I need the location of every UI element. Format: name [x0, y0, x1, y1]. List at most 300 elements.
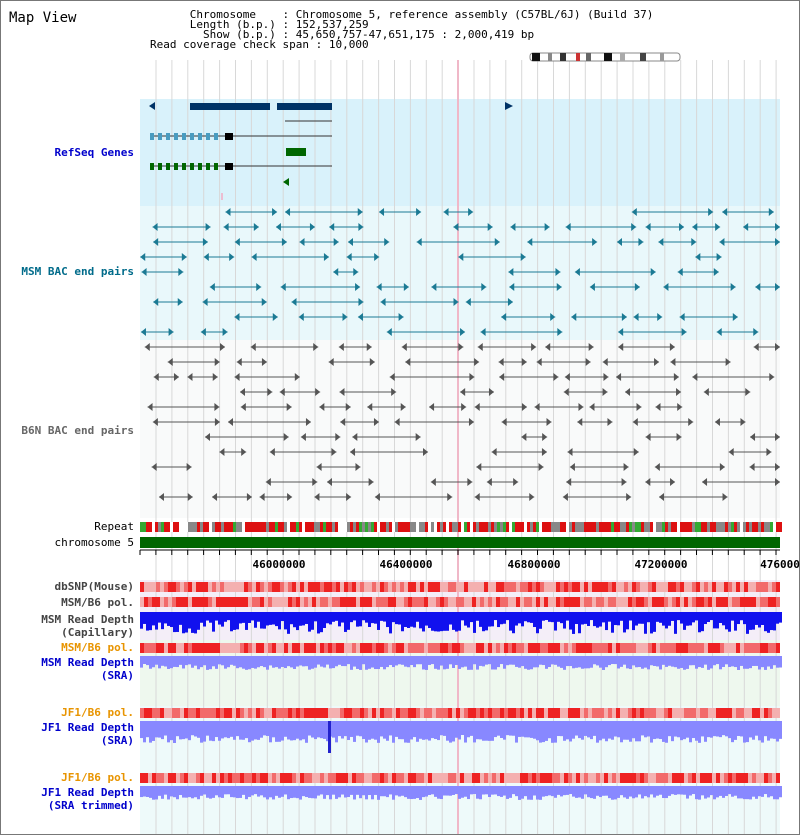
depth-bar — [173, 721, 176, 743]
depth-bar — [431, 721, 434, 738]
snp-strip — [332, 643, 336, 653]
snp-strip — [396, 582, 400, 592]
track-label-msm-bac[interactable]: MSM BAC end pairs — [21, 265, 134, 278]
snp-strip — [324, 643, 328, 653]
depth-bar — [386, 786, 389, 797]
depth-bar — [266, 786, 269, 799]
repeat-mark — [164, 522, 167, 532]
depth-bar — [464, 786, 467, 797]
depth-bar — [386, 721, 389, 741]
depth-bar — [212, 656, 215, 666]
snp-strip — [500, 773, 504, 783]
repeat-mark — [440, 522, 443, 532]
repeat-mark — [254, 522, 257, 532]
snp-strip — [496, 708, 500, 718]
depth-bar — [728, 612, 731, 632]
depth-bar — [257, 612, 260, 622]
depth-bar — [146, 656, 149, 665]
depth-bar — [248, 786, 251, 797]
depth-bar — [737, 786, 740, 798]
depth-bar — [608, 721, 611, 739]
depth-bar — [380, 656, 383, 667]
snp-strip — [600, 708, 604, 718]
snp-strip — [620, 582, 624, 592]
depth-bar — [680, 786, 683, 795]
depth-bar — [191, 612, 194, 633]
repeat-mark — [290, 522, 293, 532]
depth-bar — [242, 656, 245, 669]
depth-bar — [179, 612, 182, 625]
snp-strip — [412, 708, 416, 718]
snp-strip — [520, 582, 524, 592]
snp-strip — [564, 773, 568, 783]
repeat-mark — [200, 522, 203, 532]
snp-strip — [240, 708, 244, 718]
snp-strip — [332, 597, 336, 607]
depth-bar — [290, 612, 293, 624]
track-label-jf1-depth-sra[interactable]: JF1 Read Depth — [41, 721, 134, 734]
snp-strip — [436, 597, 440, 607]
snp-strip — [300, 597, 304, 607]
snp-strip — [140, 708, 144, 718]
depth-bar — [251, 786, 254, 795]
snp-strip — [560, 643, 564, 653]
chromosome-bar — [140, 537, 780, 548]
depth-bar — [185, 786, 188, 798]
track-label-msm-depth-cap[interactable]: MSM Read Depth — [41, 613, 134, 626]
depth-bar — [395, 612, 398, 624]
depth-bar — [266, 656, 269, 670]
snp-strip — [672, 597, 676, 607]
depth-bar — [548, 656, 551, 667]
gene-mark — [150, 163, 154, 170]
repeat-mark — [611, 522, 614, 532]
depth-bar — [230, 612, 233, 631]
snp-strip — [516, 708, 520, 718]
depth-bar — [593, 656, 596, 664]
depth-bar — [353, 786, 356, 799]
snp-strip — [284, 582, 288, 592]
snp-strip — [708, 597, 712, 607]
depth-bar — [602, 721, 605, 739]
depth-bar — [335, 786, 338, 799]
depth-bar — [743, 786, 746, 799]
depth-bar — [368, 656, 371, 669]
depth-bar — [572, 721, 575, 739]
depth-bar — [434, 786, 437, 797]
depth-bar — [674, 786, 677, 795]
repeat-mark — [143, 522, 146, 532]
snp-strip — [320, 643, 324, 653]
snp-strip — [208, 582, 212, 592]
snp-strip — [568, 708, 572, 718]
depth-bar — [623, 612, 626, 632]
depth-bar — [377, 786, 380, 800]
snp-strip — [320, 582, 324, 592]
snp-strip — [156, 643, 160, 653]
snp-strip — [456, 773, 460, 783]
depth-bar — [767, 612, 770, 633]
snp-strip — [764, 773, 768, 783]
depth-bar — [533, 612, 536, 627]
depth-bar — [395, 786, 398, 795]
snp-strip — [772, 773, 776, 783]
depth-bar — [776, 656, 779, 668]
track-label-jf1-depth-sra-sub: (SRA) — [100, 734, 134, 747]
depth-bar — [170, 656, 173, 668]
repeat-mark — [641, 522, 644, 532]
depth-bar — [704, 656, 707, 665]
snp-strip — [172, 582, 176, 592]
snp-strip — [652, 708, 656, 718]
snp-strip — [244, 708, 248, 718]
depth-bar — [749, 786, 752, 799]
repeat-mark — [281, 522, 284, 532]
depth-bar — [587, 612, 590, 626]
depth-bar — [548, 786, 551, 795]
depth-bar — [167, 786, 170, 799]
depth-bar — [713, 721, 716, 736]
snp-strip — [480, 773, 484, 783]
depth-bar — [404, 612, 407, 627]
snp-strip — [376, 582, 380, 592]
snp-strip — [532, 708, 536, 718]
depth-bar — [545, 786, 548, 796]
repeat-mark — [308, 522, 311, 532]
snp-strip — [416, 643, 420, 653]
depth-bar — [485, 656, 488, 665]
repeat-mark — [350, 522, 353, 532]
depth-bar — [626, 786, 629, 799]
snp-strip — [288, 708, 292, 718]
snp-strip — [200, 597, 204, 607]
track-label-chromosome[interactable]: chromosome 5 — [54, 536, 134, 549]
depth-bar — [428, 656, 431, 665]
snp-strip — [576, 708, 580, 718]
snp-strip — [304, 582, 308, 592]
track-label-msm-pol-1[interactable]: MSM/B6 pol. — [61, 596, 134, 609]
snp-strip — [520, 643, 524, 653]
depth-bar — [467, 721, 470, 737]
depth-bar — [242, 786, 245, 795]
depth-bar — [527, 656, 530, 670]
depth-bar — [542, 786, 545, 797]
snp-strip — [360, 582, 364, 592]
track-label-b6n-bac[interactable]: B6N BAC end pairs — [21, 424, 134, 437]
depth-bar — [272, 612, 275, 624]
depth-bar — [656, 721, 659, 739]
track-label-jf1-depth-trim[interactable]: JF1 Read Depth — [41, 786, 134, 799]
track-label-msm-depth-sra[interactable]: MSM Read Depth — [41, 656, 134, 669]
depth-bar — [428, 721, 431, 741]
snp-strip — [544, 773, 548, 783]
depth-bar — [407, 656, 410, 667]
repeat-mark — [527, 522, 530, 532]
snp-strip — [312, 708, 316, 718]
snp-strip — [548, 597, 552, 607]
snp-strip — [648, 708, 652, 718]
depth-bar — [239, 786, 242, 798]
snp-strip — [220, 582, 224, 592]
depth-bar — [491, 786, 494, 795]
repeat-mark — [365, 522, 368, 532]
snp-strip — [164, 708, 168, 718]
snp-strip — [428, 597, 432, 607]
repeat-mark — [518, 522, 521, 532]
snp-strip — [484, 773, 488, 783]
depth-bar — [740, 721, 743, 736]
track-label-repeat[interactable]: Repeat — [94, 520, 134, 533]
depth-bar — [758, 612, 761, 627]
repeat-mark — [554, 522, 557, 532]
depth-bar — [185, 656, 188, 665]
snp-strip — [292, 643, 296, 653]
depth-bar — [578, 656, 581, 667]
repeat-mark — [206, 522, 209, 532]
depth-bar — [488, 786, 491, 797]
repeat-mark — [650, 522, 653, 532]
depth-bar — [332, 721, 335, 738]
repeat-mark — [416, 522, 419, 532]
depth-bar — [770, 721, 773, 738]
snp-strip — [484, 597, 488, 607]
snp-strip — [764, 708, 768, 718]
depth-bar — [773, 786, 776, 799]
depth-bar — [779, 612, 782, 623]
snp-strip — [268, 773, 272, 783]
snp-strip — [400, 597, 404, 607]
depth-bar — [281, 786, 284, 797]
depth-bar — [779, 721, 782, 739]
repeat-mark — [695, 522, 698, 532]
depth-bar — [209, 612, 212, 623]
depth-bar — [455, 786, 458, 794]
snp-strip — [688, 708, 692, 718]
depth-bar — [206, 786, 209, 798]
depth-bar — [302, 786, 305, 796]
depth-bar — [152, 656, 155, 667]
snp-strip — [512, 773, 516, 783]
depth-bar — [500, 721, 503, 738]
snp-strip — [572, 773, 576, 783]
depth-bar — [536, 721, 539, 740]
repeat-mark — [395, 522, 398, 532]
depth-bar — [296, 612, 299, 630]
snp-strip — [140, 773, 144, 783]
snp-strip — [328, 582, 332, 592]
snp-strip — [240, 582, 244, 592]
snp-strip — [436, 582, 440, 592]
depth-bar — [263, 656, 266, 667]
snp-strip — [456, 643, 460, 653]
repeat-mark — [596, 522, 599, 532]
snp-strip — [324, 582, 328, 592]
snp-strip — [200, 708, 204, 718]
snp-strip — [620, 597, 624, 607]
depth-bar — [524, 786, 527, 796]
depth-bar — [305, 612, 308, 624]
depth-bar — [524, 721, 527, 737]
snp-strip — [464, 708, 468, 718]
snp-strip — [180, 597, 184, 607]
depth-bar — [152, 612, 155, 625]
depth-bar — [302, 612, 305, 625]
snp-strip — [236, 582, 240, 592]
depth-bar — [287, 721, 290, 739]
snp-strip — [232, 597, 236, 607]
snp-strip — [180, 708, 184, 718]
repeat-mark — [467, 522, 470, 532]
depth-bar — [509, 656, 512, 665]
depth-bar — [203, 786, 206, 794]
snp-strip — [480, 708, 484, 718]
snp-strip — [232, 708, 236, 718]
depth-bar — [632, 786, 635, 798]
depth-bar — [449, 786, 452, 796]
snp-strip — [604, 643, 608, 653]
snp-strip — [172, 773, 176, 783]
snp-strip — [556, 643, 560, 653]
depth-bar — [557, 656, 560, 667]
repeat-mark — [731, 522, 734, 532]
track-label-jf1-pol-1[interactable]: JF1/B6 pol. — [61, 706, 134, 719]
depth-bar — [395, 656, 398, 665]
depth-bar — [680, 721, 683, 740]
depth-bar — [605, 656, 608, 667]
depth-bar — [560, 786, 563, 796]
depth-bar — [512, 786, 515, 794]
repeat-mark — [470, 522, 473, 532]
snp-strip — [316, 597, 320, 607]
depth-bar — [458, 786, 461, 799]
snp-strip — [472, 582, 476, 592]
snp-strip — [328, 708, 332, 718]
snp-strip — [236, 708, 240, 718]
depth-bar — [713, 786, 716, 799]
snp-strip — [700, 708, 704, 718]
depth-bar — [752, 721, 755, 740]
depth-bar — [284, 656, 287, 668]
snp-strip — [248, 582, 252, 592]
snp-strip — [628, 708, 632, 718]
depth-bar — [191, 721, 194, 735]
repeat-mark — [257, 522, 260, 532]
snp-strip — [508, 643, 512, 653]
depth-bar — [608, 786, 611, 798]
depth-bar — [239, 612, 242, 623]
coverage-info-line: Read coverage check span : 10,000 — [150, 38, 369, 51]
snp-strip — [176, 708, 180, 718]
depth-bar — [482, 721, 485, 741]
snp-strip — [688, 773, 692, 783]
snp-strip — [228, 773, 232, 783]
repeat-mark — [152, 522, 155, 532]
depth-bar — [674, 721, 677, 737]
snp-strip — [516, 773, 520, 783]
snp-strip — [528, 582, 532, 592]
snp-strip — [704, 582, 708, 592]
repeat-mark — [545, 522, 548, 532]
show-info-line: Show (b.p.) : 45,650,757-47,651,175 : 2,000,419 bp — [202, 28, 535, 41]
ideogram-band — [532, 53, 540, 61]
snp-strip — [160, 708, 164, 718]
snp-strip — [732, 708, 736, 718]
depth-bar — [584, 721, 587, 736]
repeat-mark — [578, 522, 581, 532]
snp-strip — [416, 597, 420, 607]
depth-bar — [338, 612, 341, 626]
snp-strip — [244, 582, 248, 592]
depth-bar — [482, 786, 485, 795]
depth-bar — [203, 721, 206, 742]
snp-strip — [348, 708, 352, 718]
snp-strip — [180, 582, 184, 592]
snp-strip — [248, 643, 252, 653]
track-label-refseq[interactable]: RefSeq Genes — [54, 146, 134, 159]
depth-bar — [407, 721, 410, 743]
track-label-dbsnp[interactable]: dbSNP(Mouse) — [54, 580, 134, 593]
depth-bar — [404, 786, 407, 797]
repeat-mark — [773, 522, 776, 532]
depth-bar — [320, 656, 323, 667]
depth-bar — [155, 612, 158, 630]
track-label-msm-pol-2[interactable]: MSM/B6 pol. — [61, 641, 134, 654]
snp-strip — [504, 597, 508, 607]
depth-bar — [377, 721, 380, 743]
snp-strip — [528, 708, 532, 718]
repeat-mark — [269, 522, 272, 532]
depth-bar — [500, 786, 503, 797]
depth-bar — [209, 721, 212, 741]
depth-bar — [245, 786, 248, 799]
repeat-mark — [590, 522, 593, 532]
depth-bar — [566, 721, 569, 739]
depth-bar — [311, 721, 314, 738]
repeat-mark — [215, 522, 218, 532]
snp-strip — [364, 597, 368, 607]
depth-bar — [161, 721, 164, 739]
depth-bar — [203, 656, 206, 665]
snp-strip — [588, 582, 592, 592]
repeat-mark — [221, 522, 224, 532]
depth-bar — [290, 656, 293, 667]
repeat-mark — [284, 522, 287, 532]
snp-strip — [676, 773, 680, 783]
depth-bar — [515, 721, 518, 743]
depth-bar — [221, 656, 224, 665]
snp-strip — [236, 643, 240, 653]
depth-bar — [542, 721, 545, 742]
depth-bar — [176, 786, 179, 799]
depth-bar — [158, 786, 161, 796]
depth-bar — [587, 656, 590, 668]
track-label-jf1-pol-2[interactable]: JF1/B6 pol. — [61, 771, 134, 784]
depth-bar — [593, 786, 596, 799]
depth-bar — [524, 612, 527, 621]
depth-bar — [143, 612, 146, 624]
snp-strip — [608, 597, 612, 607]
snp-strip — [744, 582, 748, 592]
depth-bar — [458, 721, 461, 739]
snp-strip — [208, 708, 212, 718]
snp-strip — [684, 597, 688, 607]
depth-bar — [749, 721, 752, 737]
repeat-mark — [566, 522, 569, 532]
snp-strip — [300, 643, 304, 653]
snp-strip — [536, 582, 540, 592]
snp-strip — [632, 597, 636, 607]
snp-strip — [624, 582, 628, 592]
